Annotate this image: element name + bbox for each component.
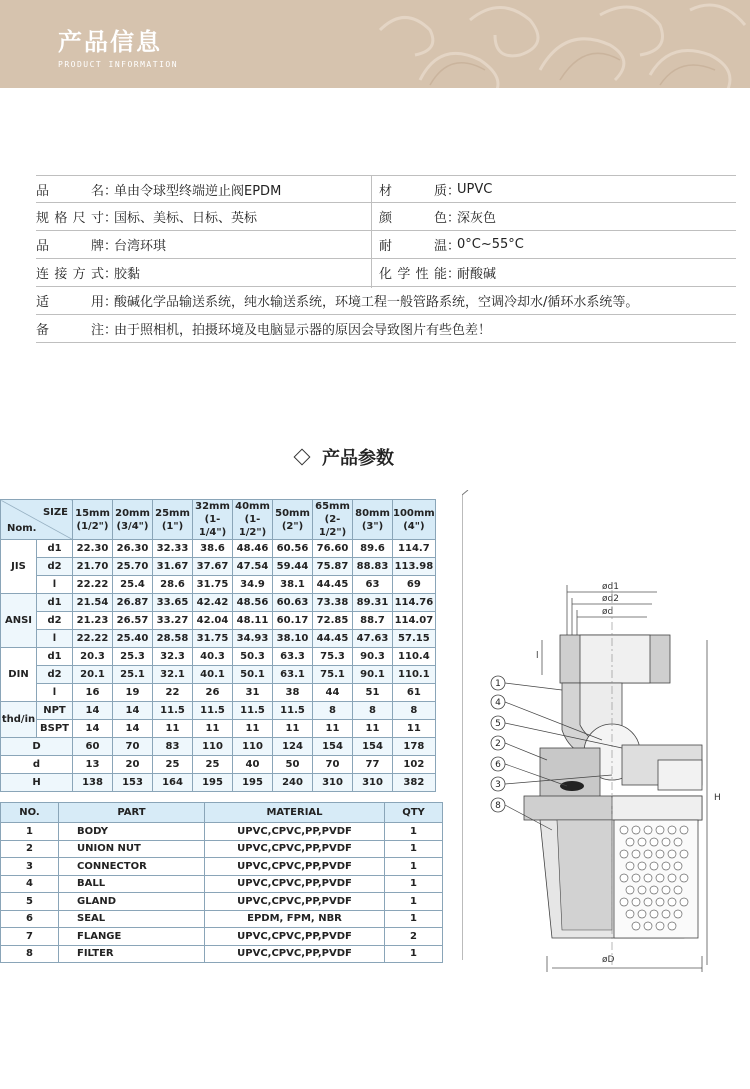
spec-value: 110 xyxy=(193,738,233,756)
parts-row xyxy=(1,875,443,893)
spec-value: 20.1 xyxy=(73,666,113,684)
part-no: 5 xyxy=(1,893,59,911)
spec-value: 110.1 xyxy=(393,666,436,684)
part-name: FLANGE xyxy=(59,928,205,946)
spec-row xyxy=(1,612,436,630)
info-label: 规格尺寸 xyxy=(36,211,104,226)
spec-value: 40.3 xyxy=(193,648,233,666)
spec-value: 26.57 xyxy=(113,612,153,630)
spec-value: 14 xyxy=(113,702,153,720)
part-no: 1 xyxy=(1,823,59,841)
spec-value: 88.83 xyxy=(353,558,393,576)
info-label: 耐 温 xyxy=(379,239,447,254)
spec-row xyxy=(1,774,436,792)
part-qty: 1 xyxy=(385,945,443,963)
size-header-cell xyxy=(393,500,436,540)
spec-value: 40.1 xyxy=(193,666,233,684)
spec-value: 8 xyxy=(353,702,393,720)
spec-value: 110 xyxy=(233,738,273,756)
spec-value: 32.33 xyxy=(153,540,193,558)
spec-value: 25.1 xyxy=(113,666,153,684)
part-material: UPVC,CPVC,PP,PVDF xyxy=(205,858,385,876)
part-no: 8 xyxy=(1,945,59,963)
spec-value: 33.27 xyxy=(153,612,193,630)
part-no: 4 xyxy=(1,875,59,893)
spec-value: 60.56 xyxy=(273,540,313,558)
spec-value: 102 xyxy=(393,756,436,774)
spec-param: l xyxy=(37,684,73,702)
spec-value: 11 xyxy=(353,720,393,738)
spec-value: 19 xyxy=(113,684,153,702)
info-label: 化学性能 xyxy=(379,267,447,282)
size-header-cell xyxy=(273,500,313,540)
spec-row xyxy=(1,702,436,720)
part-qty: 2 xyxy=(385,928,443,946)
size-header-cell xyxy=(153,500,193,540)
info-value: 深灰色 xyxy=(457,211,497,226)
size-header-cell xyxy=(233,500,273,540)
spec-row xyxy=(1,684,436,702)
spec-row xyxy=(1,576,436,594)
dim-label-l: l xyxy=(536,651,539,661)
part-name: BALL xyxy=(59,875,205,893)
dim-label-d2: ød2 xyxy=(602,594,619,604)
spec-value: 21.70 xyxy=(73,558,113,576)
part-no: 7 xyxy=(1,928,59,946)
info-row: 品 牌 ： 台湾环琪 耐 温 ： 0°C~55°C xyxy=(36,231,736,259)
spec-value: 31 xyxy=(233,684,273,702)
spec-value: 22.22 xyxy=(73,576,113,594)
size-inch: (3/4") xyxy=(116,520,149,532)
spec-param: NPT xyxy=(37,702,73,720)
parts-header-cell: MATERIAL xyxy=(205,803,385,823)
spec-row xyxy=(1,648,436,666)
spec-value: 72.85 xyxy=(313,612,353,630)
spec-value: 154 xyxy=(313,738,353,756)
part-qty: 1 xyxy=(385,893,443,911)
size-mm: 50mm xyxy=(275,507,310,519)
info-row: 品 名 ： 单由令球型终端逆止阀EPDM 材 质 ： UPVC xyxy=(36,175,736,203)
part-name: CONNECTOR xyxy=(59,858,205,876)
info-label: 适 用 xyxy=(36,295,104,310)
size-inch: (1/2") xyxy=(76,520,109,532)
callout-3: 3 xyxy=(495,780,501,790)
spec-value: 42.42 xyxy=(193,594,233,612)
spec-param: d2 xyxy=(37,612,73,630)
size-inch: (1") xyxy=(161,520,184,532)
spec-value: 11.5 xyxy=(273,702,313,720)
spec-value: 48.46 xyxy=(233,540,273,558)
spec-value: 73.38 xyxy=(313,594,353,612)
parts-row xyxy=(1,910,443,928)
spec-value: 42.04 xyxy=(193,612,233,630)
info-row-note: 备 注 ： 由于照相机，拍摄环境及电脑显示器的原因会导致图片有些色差！ xyxy=(36,315,736,343)
spec-value: 8 xyxy=(393,702,436,720)
parts-row xyxy=(1,893,443,911)
spec-param: H xyxy=(1,774,73,792)
spec-row xyxy=(1,756,436,774)
dim-label-d1: ød1 xyxy=(602,582,619,592)
parts-row xyxy=(1,928,443,946)
spec-value: 48.11 xyxy=(233,612,273,630)
callout-1: 1 xyxy=(495,679,501,689)
spec-row xyxy=(1,720,436,738)
spec-param: d1 xyxy=(37,540,73,558)
spec-value: 11.5 xyxy=(233,702,273,720)
spec-value: 89.6 xyxy=(353,540,393,558)
part-qty: 1 xyxy=(385,875,443,893)
info-row-usage: 适 用 ： 酸碱化学品输送系统，纯水输送系统，环境工程一般管路系统，空调冷却水/循环水系统等。 xyxy=(36,287,736,315)
section-title: 产品参数 xyxy=(322,448,394,469)
info-value: 台湾环琪 xyxy=(114,239,167,254)
spec-value: 154 xyxy=(353,738,393,756)
part-material: UPVC,CPVC,PP,PVDF xyxy=(205,840,385,858)
part-material: UPVC,CPVC,PP,PVDF xyxy=(205,823,385,841)
info-row: 连接方式 ： 胶黏 化学性能 ： 耐酸碱 xyxy=(36,259,736,287)
info-label: 品 牌 xyxy=(36,239,104,254)
spec-value: 11 xyxy=(233,720,273,738)
info-label: 备 注 xyxy=(36,323,104,338)
spec-value: 138 xyxy=(73,774,113,792)
spec-param: D xyxy=(1,738,73,756)
spec-value: 11 xyxy=(273,720,313,738)
spec-value: 77 xyxy=(353,756,393,774)
spec-value: 32.3 xyxy=(153,648,193,666)
spec-header-row xyxy=(1,500,436,540)
spec-value: 37.67 xyxy=(193,558,233,576)
callout-6: 6 xyxy=(495,760,501,770)
spec-value: 90.1 xyxy=(353,666,393,684)
spec-row xyxy=(1,558,436,576)
spec-param: d1 xyxy=(37,648,73,666)
parts-row xyxy=(1,858,443,876)
info-label: 品 名 xyxy=(36,183,104,199)
spec-value: 124 xyxy=(273,738,313,756)
spec-param: d2 xyxy=(37,666,73,684)
size-mm: 80mm xyxy=(355,507,390,519)
info-value: 胶黏 xyxy=(114,267,141,282)
spec-value: 89.31 xyxy=(353,594,393,612)
part-name: GLAND xyxy=(59,893,205,911)
spec-value: 44 xyxy=(313,684,353,702)
spec-value: 34.93 xyxy=(233,630,273,648)
spec-value: 164 xyxy=(153,774,193,792)
spec-row xyxy=(1,540,436,558)
info-value: 由于照相机，拍摄环境及电脑显示器的原因会导致图片有些色差！ xyxy=(114,323,492,338)
spec-value: 114.7 xyxy=(393,540,436,558)
spec-param: BSPT xyxy=(37,720,73,738)
size-inch: (2-1/2") xyxy=(318,514,347,538)
page-subtitle: PRODUCT INFORMATION xyxy=(58,60,179,69)
info-value: 单由令球型终端逆止阀EPDM xyxy=(114,183,282,199)
dim-label-d: ød xyxy=(602,607,614,617)
callout-4: 4 xyxy=(495,698,501,708)
spec-value: 26.87 xyxy=(113,594,153,612)
spec-value: 110.4 xyxy=(393,648,436,666)
spec-value: 25 xyxy=(193,756,233,774)
spec-value: 38 xyxy=(273,684,313,702)
callout-2: 2 xyxy=(495,739,501,749)
part-material: EPDM, FPM, NBR xyxy=(205,910,385,928)
parts-row xyxy=(1,823,443,841)
spec-value: 21.23 xyxy=(73,612,113,630)
callout-8: 8 xyxy=(495,801,501,811)
part-qty: 1 xyxy=(385,858,443,876)
spec-group-name: DIN xyxy=(1,648,37,702)
spec-value: 11.5 xyxy=(153,702,193,720)
spec-value: 25 xyxy=(153,756,193,774)
callout-5: 5 xyxy=(495,719,501,729)
spec-value: 14 xyxy=(113,720,153,738)
spec-value: 38.10 xyxy=(273,630,313,648)
size-inch: (1-1/4") xyxy=(198,514,227,538)
spec-value: 76.60 xyxy=(313,540,353,558)
spec-row xyxy=(1,666,436,684)
spec-value: 14 xyxy=(73,720,113,738)
spec-value: 50.3 xyxy=(233,648,273,666)
part-qty: 1 xyxy=(385,823,443,841)
spec-value: 25.3 xyxy=(113,648,153,666)
spec-value: 61 xyxy=(393,684,436,702)
part-material: UPVC,CPVC,PP,PVDF xyxy=(205,945,385,963)
spec-value: 51 xyxy=(353,684,393,702)
header-banner xyxy=(0,0,750,88)
part-material: UPVC,CPVC,PP,PVDF xyxy=(205,875,385,893)
size-header-cell xyxy=(113,500,153,540)
spec-value: 44.45 xyxy=(313,576,353,594)
spec-value: 31.75 xyxy=(193,576,233,594)
spec-value: 44.45 xyxy=(313,630,353,648)
spec-value: 310 xyxy=(313,774,353,792)
spec-value: 63.1 xyxy=(273,666,313,684)
size-header-cell xyxy=(193,500,233,540)
spec-value: 38.1 xyxy=(273,576,313,594)
page-title: 产品信息 xyxy=(58,28,162,56)
part-material: UPVC,CPVC,PP,PVDF xyxy=(205,928,385,946)
spec-value: 83 xyxy=(153,738,193,756)
spec-value: 69 xyxy=(393,576,436,594)
spec-value: 88.7 xyxy=(353,612,393,630)
spec-value: 32.1 xyxy=(153,666,193,684)
spec-value: 195 xyxy=(193,774,233,792)
info-value: UPVC xyxy=(457,181,493,197)
parts-header-row xyxy=(1,803,443,823)
info-value: 酸碱化学品输送系统，纯水输送系统，环境工程一般管路系统，空调冷却水/循环水系统等。 xyxy=(114,295,639,310)
part-name: BODY xyxy=(59,823,205,841)
spec-value: 70 xyxy=(113,738,153,756)
spec-value: 31.67 xyxy=(153,558,193,576)
spec-value: 21.54 xyxy=(73,594,113,612)
spec-value: 22.30 xyxy=(73,540,113,558)
spec-value: 113.98 xyxy=(393,558,436,576)
spec-value: 11 xyxy=(393,720,436,738)
part-no: 3 xyxy=(1,858,59,876)
spec-value: 25.70 xyxy=(113,558,153,576)
size-label: SIZE xyxy=(42,507,68,518)
spec-value: 25.40 xyxy=(113,630,153,648)
nom-label: Nom. xyxy=(7,523,37,534)
info-value: 0°C~55°C xyxy=(457,237,524,252)
spec-value: 63.3 xyxy=(273,648,313,666)
part-qty: 1 xyxy=(385,840,443,858)
spec-value: 70 xyxy=(313,756,353,774)
size-inch: (4") xyxy=(403,520,425,532)
spec-value: 75.3 xyxy=(313,648,353,666)
part-no: 2 xyxy=(1,840,59,858)
parts-row xyxy=(1,840,443,858)
parts-header-cell: PART xyxy=(59,803,205,823)
valve-cross-section-diagram xyxy=(462,490,747,980)
part-material: UPVC,CPVC,PP,PVDF xyxy=(205,893,385,911)
spec-value: 25.4 xyxy=(113,576,153,594)
size-header-cell xyxy=(73,500,113,540)
spec-value: 195 xyxy=(233,774,273,792)
part-name: UNION NUT xyxy=(59,840,205,858)
spec-value: 90.3 xyxy=(353,648,393,666)
spec-value: 11 xyxy=(193,720,233,738)
size-mm: 25mm xyxy=(155,507,190,519)
spec-value: 11.5 xyxy=(193,702,233,720)
spec-value: 57.15 xyxy=(393,630,436,648)
spec-value: 50.1 xyxy=(233,666,273,684)
size-inch: (2") xyxy=(281,520,304,532)
spec-value: 153 xyxy=(113,774,153,792)
diamond-icon xyxy=(294,449,311,466)
spec-value: 310 xyxy=(353,774,393,792)
spec-value: 48.56 xyxy=(233,594,273,612)
spec-value: 13 xyxy=(73,756,113,774)
size-mm: 20mm xyxy=(115,507,150,519)
spec-value: 178 xyxy=(393,738,436,756)
spec-value: 11 xyxy=(153,720,193,738)
info-row: 规格尺寸 ： 国标、美标、日标、英标 颜 色 ： 深灰色 xyxy=(36,203,736,231)
spec-row xyxy=(1,594,436,612)
spec-value: 47.54 xyxy=(233,558,273,576)
spec-value: 14 xyxy=(73,702,113,720)
info-label: 材 质 xyxy=(379,183,447,199)
info-value: 国标、美标、日标、英标 xyxy=(114,211,258,226)
info-label: 颜 色 xyxy=(379,211,447,226)
spec-value: 16 xyxy=(73,684,113,702)
section-heading xyxy=(296,444,394,470)
spec-value: 22 xyxy=(153,684,193,702)
spec-param: d1 xyxy=(37,594,73,612)
size-mm: 15mm xyxy=(75,507,110,519)
part-no: 6 xyxy=(1,910,59,928)
size-mm: 65mm xyxy=(315,501,350,512)
spec-group-name: ANSI xyxy=(1,594,37,648)
dim-label-h: H xyxy=(714,793,721,803)
part-name: FILTER xyxy=(59,945,205,963)
spec-value: 33.65 xyxy=(153,594,193,612)
spec-value: 75.1 xyxy=(313,666,353,684)
spec-value: 63 xyxy=(353,576,393,594)
spec-param: l xyxy=(37,576,73,594)
parts-header-cell: QTY xyxy=(385,803,443,823)
spec-param: d xyxy=(1,756,73,774)
size-mm: 40mm xyxy=(235,501,270,512)
spec-value: 60.17 xyxy=(273,612,313,630)
size-inch: (3") xyxy=(361,520,384,532)
spec-value: 382 xyxy=(393,774,436,792)
spec-row xyxy=(1,630,436,648)
spec-group-name: JIS xyxy=(1,540,37,594)
spec-value: 31.75 xyxy=(193,630,233,648)
spec-value: 240 xyxy=(273,774,313,792)
product-info-table xyxy=(36,175,736,343)
spec-value: 28.6 xyxy=(153,576,193,594)
spec-value: 34.9 xyxy=(233,576,273,594)
spec-param: l xyxy=(37,630,73,648)
spec-value: 26 xyxy=(193,684,233,702)
spec-value: 22.22 xyxy=(73,630,113,648)
spec-value: 75.87 xyxy=(313,558,353,576)
spec-value: 47.63 xyxy=(353,630,393,648)
size-inch: (1-1/2") xyxy=(238,514,267,538)
spec-value: 26.30 xyxy=(113,540,153,558)
spec-table xyxy=(0,499,436,792)
spec-value: 20 xyxy=(113,756,153,774)
spec-value: 60.63 xyxy=(273,594,313,612)
spec-value: 20.3 xyxy=(73,648,113,666)
spec-value: 38.6 xyxy=(193,540,233,558)
spec-value: 59.44 xyxy=(273,558,313,576)
parts-header-cell: NO. xyxy=(1,803,59,823)
size-mm: 100mm xyxy=(393,507,435,519)
info-label: 连接方式 xyxy=(36,267,104,282)
spec-value: 60 xyxy=(73,738,113,756)
parts-table xyxy=(0,802,443,963)
size-header-cell xyxy=(353,500,393,540)
spec-group-name: thd/in xyxy=(1,702,37,738)
size-header-cell xyxy=(313,500,353,540)
spec-value: 11 xyxy=(313,720,353,738)
dim-label-D: øD xyxy=(602,955,615,965)
size-mm: 32mm xyxy=(195,501,230,512)
spec-value: 114.76 xyxy=(393,594,436,612)
part-name: SEAL xyxy=(59,910,205,928)
parts-row xyxy=(1,945,443,963)
spec-row xyxy=(1,738,436,756)
spec-value: 8 xyxy=(313,702,353,720)
spec-value: 28.58 xyxy=(153,630,193,648)
spec-param: d2 xyxy=(37,558,73,576)
spec-corner-cell xyxy=(1,500,73,540)
part-qty: 1 xyxy=(385,910,443,928)
spec-value: 114.07 xyxy=(393,612,436,630)
spec-value: 40 xyxy=(233,756,273,774)
info-value: 耐酸碱 xyxy=(457,267,497,282)
spec-value: 50 xyxy=(273,756,313,774)
